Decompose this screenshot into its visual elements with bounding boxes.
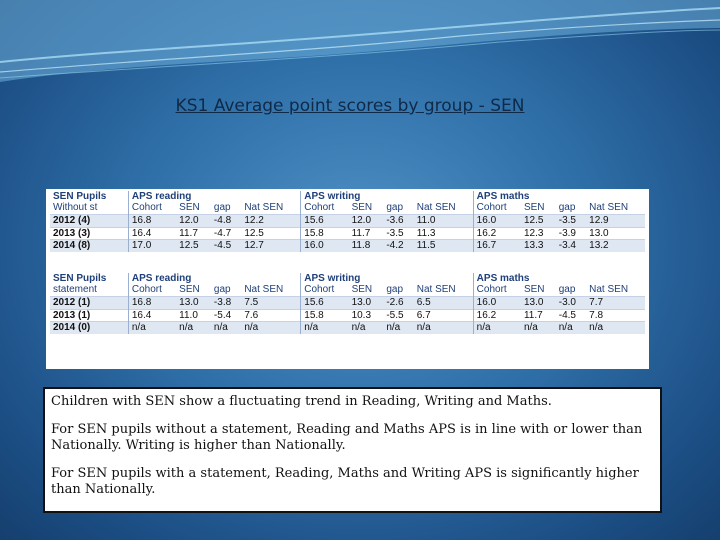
commentary-paragraph: Children with SEN show a fluctuating trend in Reading, Writing and Maths. [51,394,552,409]
table-cell: 16.0 [301,240,349,252]
table-cell: n/a [301,322,349,334]
table-cell: 11.0 [176,309,211,322]
table-cell: 12.7 [241,240,300,252]
table-cell: 12.9 [586,215,645,228]
table-subheader-row [50,285,645,297]
table-cell: 10.3 [349,309,384,322]
table-row [50,309,645,322]
column-header: gap [213,202,231,214]
table-cell: n/a [383,322,413,334]
table-cell: n/a [176,322,211,334]
column-header: gap [558,202,576,214]
table-cell: -4.2 [383,240,413,252]
aps-tables-panel [46,189,649,369]
table-cell: 12.5 [176,240,211,252]
row-label: 2013 (3) [50,227,128,240]
column-header: Cohort [301,203,349,215]
row-label: 2014 (8) [50,240,128,252]
table-row [50,215,645,228]
table-cell: 7.8 [586,309,645,322]
column-header: SEN [179,284,200,296]
table-cell: 13.0 [521,297,556,310]
table-cell: -2.6 [383,297,413,310]
table-cell: 11.7 [521,309,556,322]
table-cell: 11.0 [414,215,473,228]
table-cell: 16.2 [473,309,521,322]
table-cell: 16.0 [473,215,521,228]
table-cell: 12.0 [176,215,211,228]
aps-table-without-statement [50,191,645,252]
table-cell: 11.3 [414,227,473,240]
column-header: Nat SEN [416,284,456,296]
group-label: APS reading [128,191,300,203]
commentary-paragraph: For SEN pupils with a statement, Reading, Maths and Writing APS is significantly higher than Nationally. [51,465,639,497]
column-header: Cohort [128,203,176,215]
table-cell: 12.3 [521,227,556,240]
table-cell: 17.0 [128,240,176,252]
table-cell: -5.4 [211,309,241,322]
table-cell: 16.4 [128,309,176,322]
column-header: SEN [523,202,545,214]
column-header: gap [386,284,404,296]
table-cell: 16.0 [473,297,521,310]
column-header: SEN [523,284,545,296]
group-label: APS reading [128,273,300,285]
commentary-paragraph: For SEN pupils without a statement, Reading and Maths APS is in line with or lower than Nationally. Writing is higher than Nationally. [51,421,643,453]
commentary-box [43,387,662,513]
table-cell: n/a [349,322,384,334]
table-cell: -3.4 [556,240,586,252]
table-cell: -5.5 [383,309,413,322]
table-cell: -3.9 [556,227,586,240]
table-subheader-row [50,203,645,215]
table-cell: 13.0 [349,297,384,310]
table-row [50,322,645,334]
column-header: Nat SEN [244,202,284,214]
table-cell: 11.7 [349,227,384,240]
table-cell: 13.0 [176,297,211,310]
table-cell: 11.7 [176,227,211,240]
table-cell: 6.5 [414,297,473,310]
table-cell: 13.0 [586,227,645,240]
table-cell: n/a [211,322,241,334]
group-label: APS maths [473,191,645,203]
table-cell: -3.8 [211,297,241,310]
table-cell: n/a [473,322,521,334]
group-label: APS maths [473,273,645,285]
table-cell: -3.0 [556,297,586,310]
column-header: Cohort [301,285,349,297]
column-header: SEN [179,202,200,214]
table-row [50,240,645,252]
table-cell: n/a [241,322,300,334]
table-cell: 12.5 [241,227,300,240]
column-header: gap [213,284,231,296]
table-cell: 12.2 [241,215,300,228]
table-cell: 12.0 [349,215,384,228]
column-header: Cohort [128,285,176,297]
table-cell: 6.7 [414,309,473,322]
row-group-label: statement [53,284,97,296]
table-cell: n/a [556,322,586,334]
table-cell: 16.8 [128,215,176,228]
table-cell: 16.7 [473,240,521,252]
table-header-row [50,191,645,203]
row-label: 2013 (1) [50,309,128,322]
column-header: Cohort [473,203,521,215]
column-header: Nat SEN [244,284,284,296]
column-header: gap [558,284,576,296]
table-cell: 11.8 [349,240,384,252]
table-cell: -3.6 [383,215,413,228]
table-cell: 15.8 [301,227,349,240]
column-header: Cohort [473,285,521,297]
table-cell: 12.5 [521,215,556,228]
table-cell: 15.6 [301,215,349,228]
table-cell: n/a [128,322,176,334]
table-cell: 16.8 [128,297,176,310]
row-group-label: Without st [53,202,98,214]
table-cell: 7.7 [586,297,645,310]
table-cell: 7.5 [241,297,300,310]
table-cell: 7.6 [241,309,300,322]
column-header: SEN [351,202,373,214]
table-cell: 16.2 [473,227,521,240]
slide-title: KS1 Average point scores by group - SEN [175,96,525,116]
table-cell: n/a [521,322,556,334]
table-cell: n/a [586,322,645,334]
table-spacer [50,252,645,273]
table-row [50,297,645,310]
table-row [50,227,645,240]
table-cell: -3.5 [556,215,586,228]
table-cell: 13.3 [521,240,556,252]
table-cell: 15.6 [301,297,349,310]
aps-table-with-statement [50,273,645,334]
column-header: Nat SEN [589,202,629,214]
table-corner-label: SEN Pupils [53,190,107,202]
column-header: Nat SEN [416,202,456,214]
table-cell: 13.2 [586,240,645,252]
row-label: 2012 (1) [50,297,128,310]
group-label: APS writing [301,191,473,203]
column-header: Nat SEN [589,284,629,296]
table-cell: -4.5 [211,240,241,252]
table-cell: -4.7 [211,227,241,240]
column-header: SEN [351,284,373,296]
table-cell: -4.8 [211,215,241,228]
table-cell: 11.5 [414,240,473,252]
row-label: 2012 (4) [50,215,128,228]
table-header-row [50,273,645,285]
row-label: 2014 (0) [50,322,128,334]
table-cell: -4.5 [556,309,586,322]
table-cell: n/a [414,322,473,334]
column-header: gap [386,202,404,214]
table-cell: 15.8 [301,309,349,322]
table-cell: 16.4 [128,227,176,240]
table-corner-label: SEN Pupils [53,272,107,284]
decorative-swoosh [0,0,720,100]
table-cell: -3.5 [383,227,413,240]
group-label: APS writing [301,273,473,285]
